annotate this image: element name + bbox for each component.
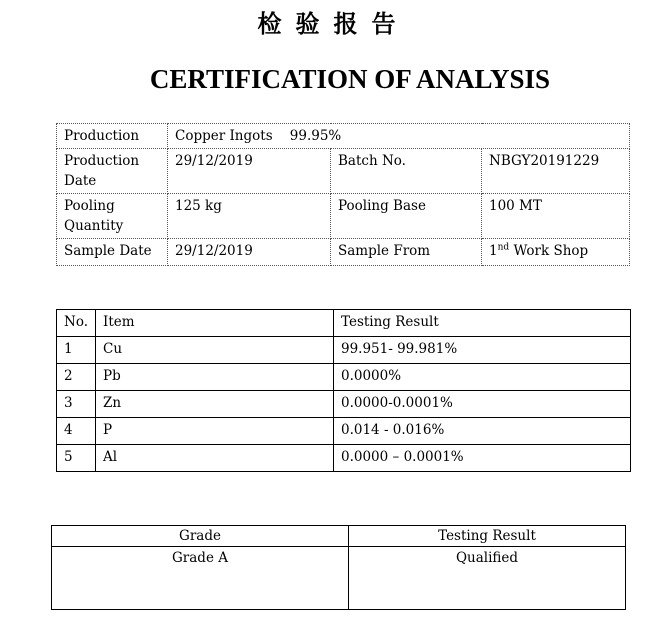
report-title-chinese: 检验报告	[257, 9, 410, 38]
table-row	[57, 445, 631, 472]
product-info-table	[56, 123, 630, 266]
info-row-pooling	[57, 194, 630, 239]
sample-from-label: Sample From	[331, 239, 482, 266]
table-row	[57, 391, 631, 418]
pooling-quantity-value: 125 kg	[168, 194, 331, 239]
grade-table	[51, 525, 626, 610]
grade-header-row	[52, 526, 626, 547]
header-testing-result: Testing Result	[334, 310, 631, 337]
batch-value: NBGY20191229	[482, 149, 630, 194]
production-date-value: 29/12/2019	[168, 149, 331, 194]
row-item: Pb	[96, 364, 334, 391]
row-result: 0.0000 – 0.0001%	[334, 445, 631, 472]
header-grade-testing-result: Testing Result	[349, 526, 626, 547]
row-no: 4	[57, 418, 96, 445]
sample-date-label: Sample Date	[57, 239, 168, 266]
results-header-row	[57, 310, 631, 337]
qualification-value: Qualified	[349, 547, 626, 610]
grade-value-row	[52, 547, 626, 610]
testing-results-table	[56, 309, 631, 472]
row-no: 1	[57, 337, 96, 364]
row-result: 0.0000%	[334, 364, 631, 391]
pooling-base-label: Pooling Base	[331, 194, 482, 239]
header-no: No.	[57, 310, 96, 337]
row-no: 2	[57, 364, 96, 391]
production-date-label: Production Date	[57, 149, 168, 194]
row-result: 0.014 - 0.016%	[334, 418, 631, 445]
table-row	[57, 364, 631, 391]
batch-label: Batch No.	[331, 149, 482, 194]
table-row	[57, 418, 631, 445]
info-row-production	[57, 124, 630, 149]
production-value: Copper Ingots 99.95%	[168, 124, 630, 149]
pooling-base-value: 100 MT	[482, 194, 630, 239]
row-no: 3	[57, 391, 96, 418]
row-item: P	[96, 418, 334, 445]
sample-date-value: 29/12/2019	[168, 239, 331, 266]
row-item: Al	[96, 445, 334, 472]
report-title-english: CERTIFICATION OF ANALYSIS	[149, 64, 551, 94]
row-item: Zn	[96, 391, 334, 418]
row-item: Cu	[96, 337, 334, 364]
row-result: 99.951- 99.981%	[334, 337, 631, 364]
sample-from-rest: Work Shop	[509, 243, 589, 259]
row-no: 5	[57, 445, 96, 472]
production-label: Production	[57, 124, 168, 149]
sample-from-value	[482, 239, 630, 266]
row-result: 0.0000-0.0001%	[334, 391, 631, 418]
header-item: Item	[96, 310, 334, 337]
table-row	[57, 337, 631, 364]
grade-value: Grade A	[52, 547, 349, 610]
info-row-sample	[57, 239, 630, 266]
pooling-quantity-label: Pooling Quantity	[57, 194, 168, 239]
sample-from-number: 1	[489, 243, 498, 259]
sample-from-ordinal: nd	[497, 242, 510, 253]
info-row-production-date	[57, 149, 630, 194]
header-grade: Grade	[52, 526, 349, 547]
